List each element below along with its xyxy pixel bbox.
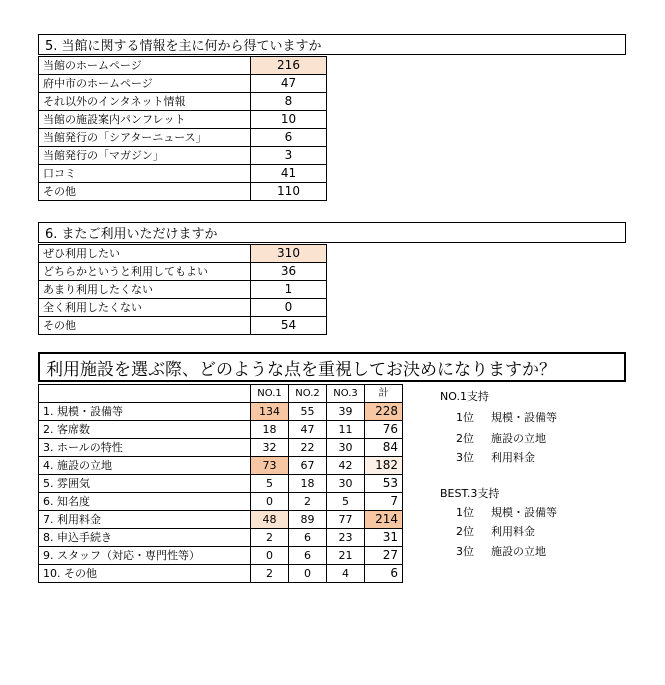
q5-value: 216 xyxy=(251,57,327,75)
table-row xyxy=(39,421,403,439)
q7-no3: 21 xyxy=(327,547,365,565)
q7-label: 5. 雰囲気 xyxy=(39,475,251,493)
q7-no3: 30 xyxy=(327,439,365,457)
q7-no2: 89 xyxy=(289,511,327,529)
q7-total: 76 xyxy=(365,421,403,439)
table-row xyxy=(39,57,327,75)
q6-value: 0 xyxy=(251,299,327,317)
q5-label: 府中市のホームページ xyxy=(39,75,251,93)
q5-label: 当館のホームページ xyxy=(39,57,251,75)
q7-no2: 47 xyxy=(289,421,327,439)
q7-title-text: 利用施設を選ぶ際、どのような点を重視してお決めになりますか？ xyxy=(46,359,556,380)
q6-table xyxy=(38,244,327,335)
q7-header-no3: NO.3 xyxy=(327,385,365,403)
table-row xyxy=(39,403,403,421)
q7-total: 31 xyxy=(365,529,403,547)
q7-no2: 6 xyxy=(289,529,327,547)
q5-value: 10 xyxy=(251,111,327,129)
item-name: 利用料金 xyxy=(491,525,535,538)
q7-label: 2. 客席数 xyxy=(39,421,251,439)
q6-value: 54 xyxy=(251,317,327,335)
q7-no2: 2 xyxy=(289,493,327,511)
q7-no1: 2 xyxy=(251,529,289,547)
q7-no1: 134 xyxy=(251,403,289,421)
table-row xyxy=(39,439,403,457)
q5-label: その他 xyxy=(39,183,251,201)
table-row xyxy=(39,263,327,281)
item-name: 施設の立地 xyxy=(491,432,546,445)
q6-title-text: 6. またご利用いただけますか xyxy=(45,227,218,242)
table-row xyxy=(39,299,327,317)
q5-value: 110 xyxy=(251,183,327,201)
best3-support-title: BEST.3支持 xyxy=(440,487,500,500)
q7-no2: 18 xyxy=(289,475,327,493)
q7-label: 10. その他 xyxy=(39,565,251,583)
rank: 2位 xyxy=(456,432,474,445)
q6-label: ぜひ利用したい xyxy=(39,245,251,263)
table-row xyxy=(39,147,327,165)
table-row xyxy=(39,281,327,299)
q7-total: 228 xyxy=(365,403,403,421)
no1-support-title: NO.1支持 xyxy=(440,390,489,403)
q5-title xyxy=(38,34,626,55)
best3-support-item xyxy=(456,523,535,539)
q7-title xyxy=(38,352,626,382)
item-name: 規模・設備等 xyxy=(491,506,557,519)
q7-total: 53 xyxy=(365,475,403,493)
q7-no1: 18 xyxy=(251,421,289,439)
q5-title-text: 5. 当館に関する情報を主に何から得ていますか xyxy=(45,39,322,54)
q5-value: 8 xyxy=(251,93,327,111)
q7-no3: 39 xyxy=(327,403,365,421)
table-row xyxy=(39,475,403,493)
q7-total: 27 xyxy=(365,547,403,565)
q7-no1: 0 xyxy=(251,547,289,565)
q5-table xyxy=(38,56,327,201)
rank: 3位 xyxy=(456,451,474,464)
q7-no3: 77 xyxy=(327,511,365,529)
q7-total: 214 xyxy=(365,511,403,529)
q7-no2: 55 xyxy=(289,403,327,421)
table-row xyxy=(39,529,403,547)
item-name: 利用料金 xyxy=(491,451,535,464)
no1-support-item xyxy=(456,409,557,425)
item-name: 施設の立地 xyxy=(491,545,546,558)
no1-support-item xyxy=(456,430,546,446)
q5-value: 3 xyxy=(251,147,327,165)
q7-no3: 30 xyxy=(327,475,365,493)
q7-label: 1. 規模・設備等 xyxy=(39,403,251,421)
rank: 2位 xyxy=(456,525,474,538)
q7-no1: 48 xyxy=(251,511,289,529)
table-row xyxy=(39,129,327,147)
q5-label: 口コミ xyxy=(39,165,251,183)
item-name: 規模・設備等 xyxy=(491,411,557,424)
table-row xyxy=(39,245,327,263)
q7-total: 7 xyxy=(365,493,403,511)
q7-label: 4. 施設の立地 xyxy=(39,457,251,475)
q7-header-no1: NO.1 xyxy=(251,385,289,403)
q5-label: それ以外のインタネット情報 xyxy=(39,93,251,111)
q5-label: 当館発行の「マガジン」 xyxy=(39,147,251,165)
no1-support-item xyxy=(456,449,535,465)
q7-no1: 2 xyxy=(251,565,289,583)
q7-header-no2: NO.2 xyxy=(289,385,327,403)
q7-label: 3. ホールの特性 xyxy=(39,439,251,457)
q6-label: 全く利用したくない xyxy=(39,299,251,317)
q6-label: その他 xyxy=(39,317,251,335)
rank: 3位 xyxy=(456,545,474,558)
q7-no2: 6 xyxy=(289,547,327,565)
q7-no3: 5 xyxy=(327,493,365,511)
q7-no1: 5 xyxy=(251,475,289,493)
table-row xyxy=(39,183,327,201)
table-row xyxy=(39,547,403,565)
q7-no1: 0 xyxy=(251,493,289,511)
q7-no2: 0 xyxy=(289,565,327,583)
q5-value: 47 xyxy=(251,75,327,93)
table-row xyxy=(39,111,327,129)
q6-value: 310 xyxy=(251,245,327,263)
best3-support-item xyxy=(456,543,546,559)
q7-label: 6. 知名度 xyxy=(39,493,251,511)
table-row xyxy=(39,93,327,111)
table-row xyxy=(39,511,403,529)
q7-label: 7. 利用料金 xyxy=(39,511,251,529)
q7-total: 84 xyxy=(365,439,403,457)
rank: 1位 xyxy=(456,506,474,519)
q7-no2: 67 xyxy=(289,457,327,475)
q6-title xyxy=(38,222,626,243)
table-row xyxy=(39,457,403,475)
table-row xyxy=(39,165,327,183)
q7-total: 6 xyxy=(365,565,403,583)
best3-support-item xyxy=(456,504,557,520)
q7-label: 9. スタッフ（対応・専門性等） xyxy=(39,547,251,565)
q7-header-blank xyxy=(39,385,251,403)
q6-label: あまり利用したくない xyxy=(39,281,251,299)
q5-label: 当館の施設案内パンフレット xyxy=(39,111,251,129)
q6-value: 1 xyxy=(251,281,327,299)
table-row xyxy=(39,565,403,583)
q7-no3: 4 xyxy=(327,565,365,583)
q5-label: 当館発行の「シアターニュース」 xyxy=(39,129,251,147)
q5-value: 41 xyxy=(251,165,327,183)
q7-no3: 11 xyxy=(327,421,365,439)
q6-value: 36 xyxy=(251,263,327,281)
q7-no1: 32 xyxy=(251,439,289,457)
table-row xyxy=(39,75,327,93)
q7-no1: 73 xyxy=(251,457,289,475)
q7-no2: 22 xyxy=(289,439,327,457)
q7-no3: 23 xyxy=(327,529,365,547)
q5-value: 6 xyxy=(251,129,327,147)
q7-total: 182 xyxy=(365,457,403,475)
q7-header-total: 計 xyxy=(365,385,403,403)
table-header-row xyxy=(39,385,403,403)
q7-no3: 42 xyxy=(327,457,365,475)
q7-label: 8. 申込手続き xyxy=(39,529,251,547)
q7-table xyxy=(38,384,403,583)
rank: 1位 xyxy=(456,411,474,424)
table-row xyxy=(39,493,403,511)
table-row xyxy=(39,317,327,335)
q6-label: どちらかというと利用してもよい xyxy=(39,263,251,281)
